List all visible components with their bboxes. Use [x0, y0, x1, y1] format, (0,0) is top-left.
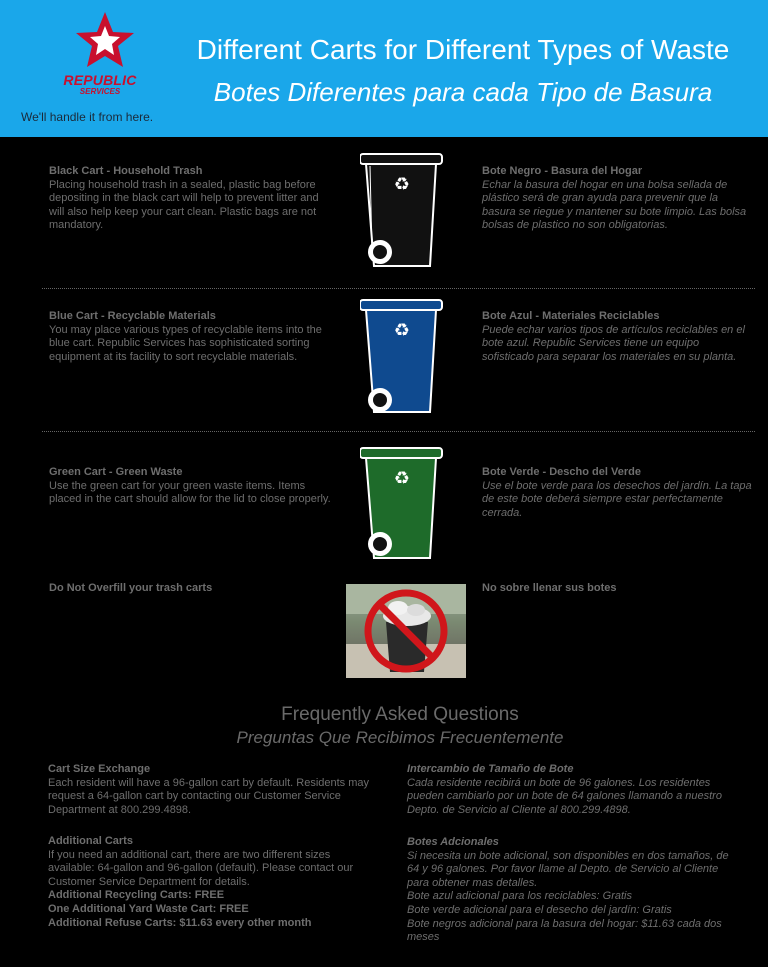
faq-additional-carts-es: [407, 836, 737, 945]
green-cart-body: Use the green cart for your green waste items. Items placed in the cart should allow for the lid to close properly.: [49, 479, 331, 506]
republic-star-logo-icon: [50, 10, 160, 74]
faq-subtitle: Preguntas Que Recibimos Frecuentemente: [236, 728, 564, 747]
faq-additional-yard-es: Bote verde adicional para el desecho del jardín: Gratis: [407, 903, 672, 916]
faq-additional-body: If you need an additional cart, there are two different sizes available: 64-gallon and 96-gallon (default). Please contact our Customer Service Department for details.: [48, 848, 354, 888]
section-divider: [42, 431, 755, 432]
black-cart-heading: Black Cart - Household Trash: [49, 165, 203, 177]
faq-cart-exchange-heading: Cart Size Exchange: [48, 763, 151, 775]
black-cart-body: Placing household trash in a sealed, plastic bag before depositing in the black cart will help to prevent litter and will also help keep your cart clean. Plastic bags are not mandatory.: [49, 178, 319, 232]
black-cart-text-es: [482, 165, 754, 233]
faq-cart-exchange-body-es: Cada residente recibirá un bote de 96 galones. Los residentes pueden cambiarlo por un bote de 64 galones llamando a nuestro Depto. de Servicio al Cliente al 800.299.4898.: [407, 776, 722, 816]
green-cart-heading-es: Bote Verde - Descho del Verde: [482, 466, 641, 478]
faq-cart-exchange: [48, 763, 378, 817]
logo-subtext: SERVICES: [79, 87, 121, 96]
green-cart-icon: [360, 446, 446, 566]
page-title-spanish: Botes Diferentes para cada Tipo de Basura: [213, 77, 713, 107]
faq-additional-refuse: Additional Refuse Carts: $11.63 every other month: [48, 916, 312, 929]
black-cart-body-es: Echar la basura del hogar en una bolsa sellada de plástico será de gran ayuda para prevenir que la basura se riegue y mantener su bote limpio. Las bolsa bolsas de plastico no son obligatorias.: [482, 178, 747, 232]
faq-additional-recycling-es: Bote azul adicional para los reciclables: Gratis: [407, 890, 633, 903]
blue-cart-text-en: [49, 310, 334, 364]
blue-cart-text-es: [482, 310, 754, 364]
faq-additional-heading-es: Botes Adcionales: [407, 836, 499, 848]
faq-additional-recycling: Additional Recycling Carts: FREE: [48, 889, 225, 902]
faq-additional-yard: One Additional Yard Waste Cart: FREE: [48, 902, 249, 915]
tagline: We'll handle it from here.: [21, 110, 154, 124]
svg-text:♻: ♻: [393, 320, 411, 341]
section-divider: [42, 288, 755, 289]
faq-title: Frequently Asked Questions: [281, 704, 519, 725]
faq-additional-heading: Additional Carts: [48, 835, 133, 847]
green-cart-text-en: [49, 466, 334, 507]
faq-cart-exchange-heading-es: Intercambio de Tamaño de Bote: [407, 763, 574, 775]
no-overfill-icon: [346, 584, 466, 678]
black-cart-heading-es: Bote Negro - Basura del Hogar: [482, 165, 643, 177]
blue-cart-icon: [360, 298, 446, 418]
svg-text:♻: ♻: [393, 174, 411, 195]
blue-cart-body-es: Puede echar varios tipos de artículos reciclables en el bote azul. Republic Services tiene un equipo sofisticado para separar los materiales en su planta.: [482, 323, 745, 363]
blue-cart-heading: Blue Cart - Recyclable Materials: [49, 310, 216, 322]
black-cart-icon: [360, 152, 446, 272]
black-cart-text-en: [49, 165, 334, 233]
green-cart-body-es: Use el bote verde para los desechos del jardín. La tapa de este bote deberá siempre estar perfectamente cerrada.: [482, 479, 752, 519]
blue-cart-heading-es: Bote Azul - Materiales Reciclables: [482, 310, 660, 322]
faq-additional-refuse-es: Bote negros adicional para la basura del hogar: $11.63 cada dos meses: [407, 917, 722, 944]
green-cart-heading: Green Cart - Green Waste: [49, 466, 183, 478]
overfill-warning: Do Not Overfill your trash carts: [49, 582, 213, 594]
page-title: Different Carts for Different Types of Waste: [196, 34, 730, 65]
blue-cart-body: You may place various types of recyclable items into the blue cart. Republic Services has sophisticated sorting equipment at its facility to sort recyclable materials.: [49, 323, 322, 363]
faq-additional-body-es: Si necesita un bote adicional, son disponibles en dos tamaños, de 64 y 96 galones. Por favor llame al Depto. de Servicio al Cliente para obtener mas detalles.: [407, 849, 729, 889]
green-cart-text-es: [482, 466, 754, 520]
faq-additional-carts: [48, 835, 378, 930]
faq-cart-exchange-body: Each resident will have a 96-gallon cart by default. Residents may request a 64-gallon cart by contacting our Customer Service Department at 800.299.4898.: [48, 776, 370, 816]
svg-text:♻: ♻: [393, 468, 411, 489]
faq-cart-exchange-es: [407, 763, 737, 817]
header-banner: [0, 0, 768, 137]
logo-wordmark: REPUBLIC: [63, 72, 137, 88]
overfill-warning-es: No sobre llenar sus botes: [482, 582, 617, 594]
overfilled-cart-photo: [346, 584, 466, 678]
